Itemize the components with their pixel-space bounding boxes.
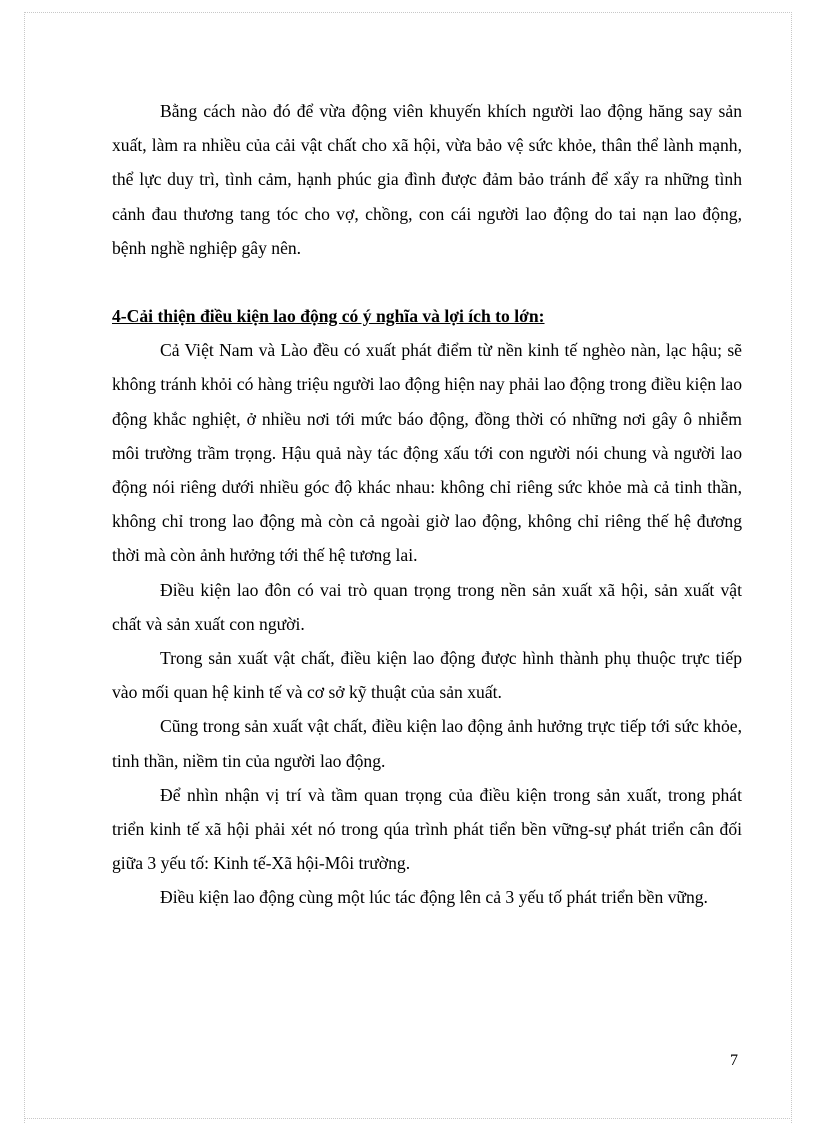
section-heading: 4-Cải thiện điều kiện lao động có ý nghĩa và lợi ích to lớn: xyxy=(112,306,545,327)
paragraph-1: Bằng cách nào đó để vừa động viên khuyến khích người lao động hăng say sản xuất, làm ra nhiều của cải vật chất cho xã hội, vừa bảo vệ sức khỏe, thân thể lành mạnh, thể lực duy trì, tình cảm, hạnh phúc gia đình được đảm bảo tránh để xẩy ra những tình cảnh đau thương tang tóc cho vợ, chồng, con cái người lao động do tai nạn lao động, bệnh nghề nghiệp gây nên. xyxy=(112,101,742,258)
page-number: 7 xyxy=(730,1052,738,1069)
paragraph-7: Điều kiện lao động cùng một lúc tác động lên cả 3 yếu tố phát triển bền vững. xyxy=(160,887,708,908)
section-gap xyxy=(112,265,742,299)
paragraph-2: Cả Việt Nam và Lào đều có xuất phát điểm từ nền kinh tế nghèo nàn, lạc hậu; sẽ không tránh khỏi có hàng triệu người lao động hiện nay phải lao động trong điều kiện lao động khắc nghiệt, ở nhiều nơi tới mức báo động, đồng thời có những nơi gây ô nhiễm môi trường trầm trọng. Hậu quả này tác động xấu tới con người nói chung và người lao động nói riêng dưới nhiều góc độ khác nhau: không chỉ riêng sức khỏe mà cả tinh thần, không chỉ trong lao động mà còn cả ngoài giờ lao động, không chỉ riêng thế hệ đương thời mà còn ảnh hưởng tới thế hệ tương lai. xyxy=(112,340,742,566)
paragraph-4: Trong sản xuất vật chất, điều kiện lao động được hình thành phụ thuộc trực tiếp vào mối quan hệ kinh tế và cơ sở kỹ thuật của sản xuất. xyxy=(112,648,742,703)
paragraph-3: Điều kiện lao đôn có vai trò quan trọng trong nền sản xuất xã hội, sản xuất vật chất và sản xuất con người. xyxy=(112,579,742,634)
paragraph-5: Cũng trong sản xuất vật chất, điều kiện lao động ảnh hưởng trực tiếp tới sức khỏe, tinh thần, niềm tin của người lao động. xyxy=(112,716,742,771)
bottom-divider xyxy=(24,1118,792,1119)
document-body xyxy=(112,94,742,915)
paragraph-6: Để nhìn nhận vị trí và tầm quan trọng của điều kiện trong sản xuất, trong phát triển kinh tế xã hội phải xét nó trong qúa trình phát tiển bền vững-sự phát triển cân đối giữa 3 yếu tố: Kinh tế-Xã hội-Môi trường. xyxy=(112,784,742,874)
